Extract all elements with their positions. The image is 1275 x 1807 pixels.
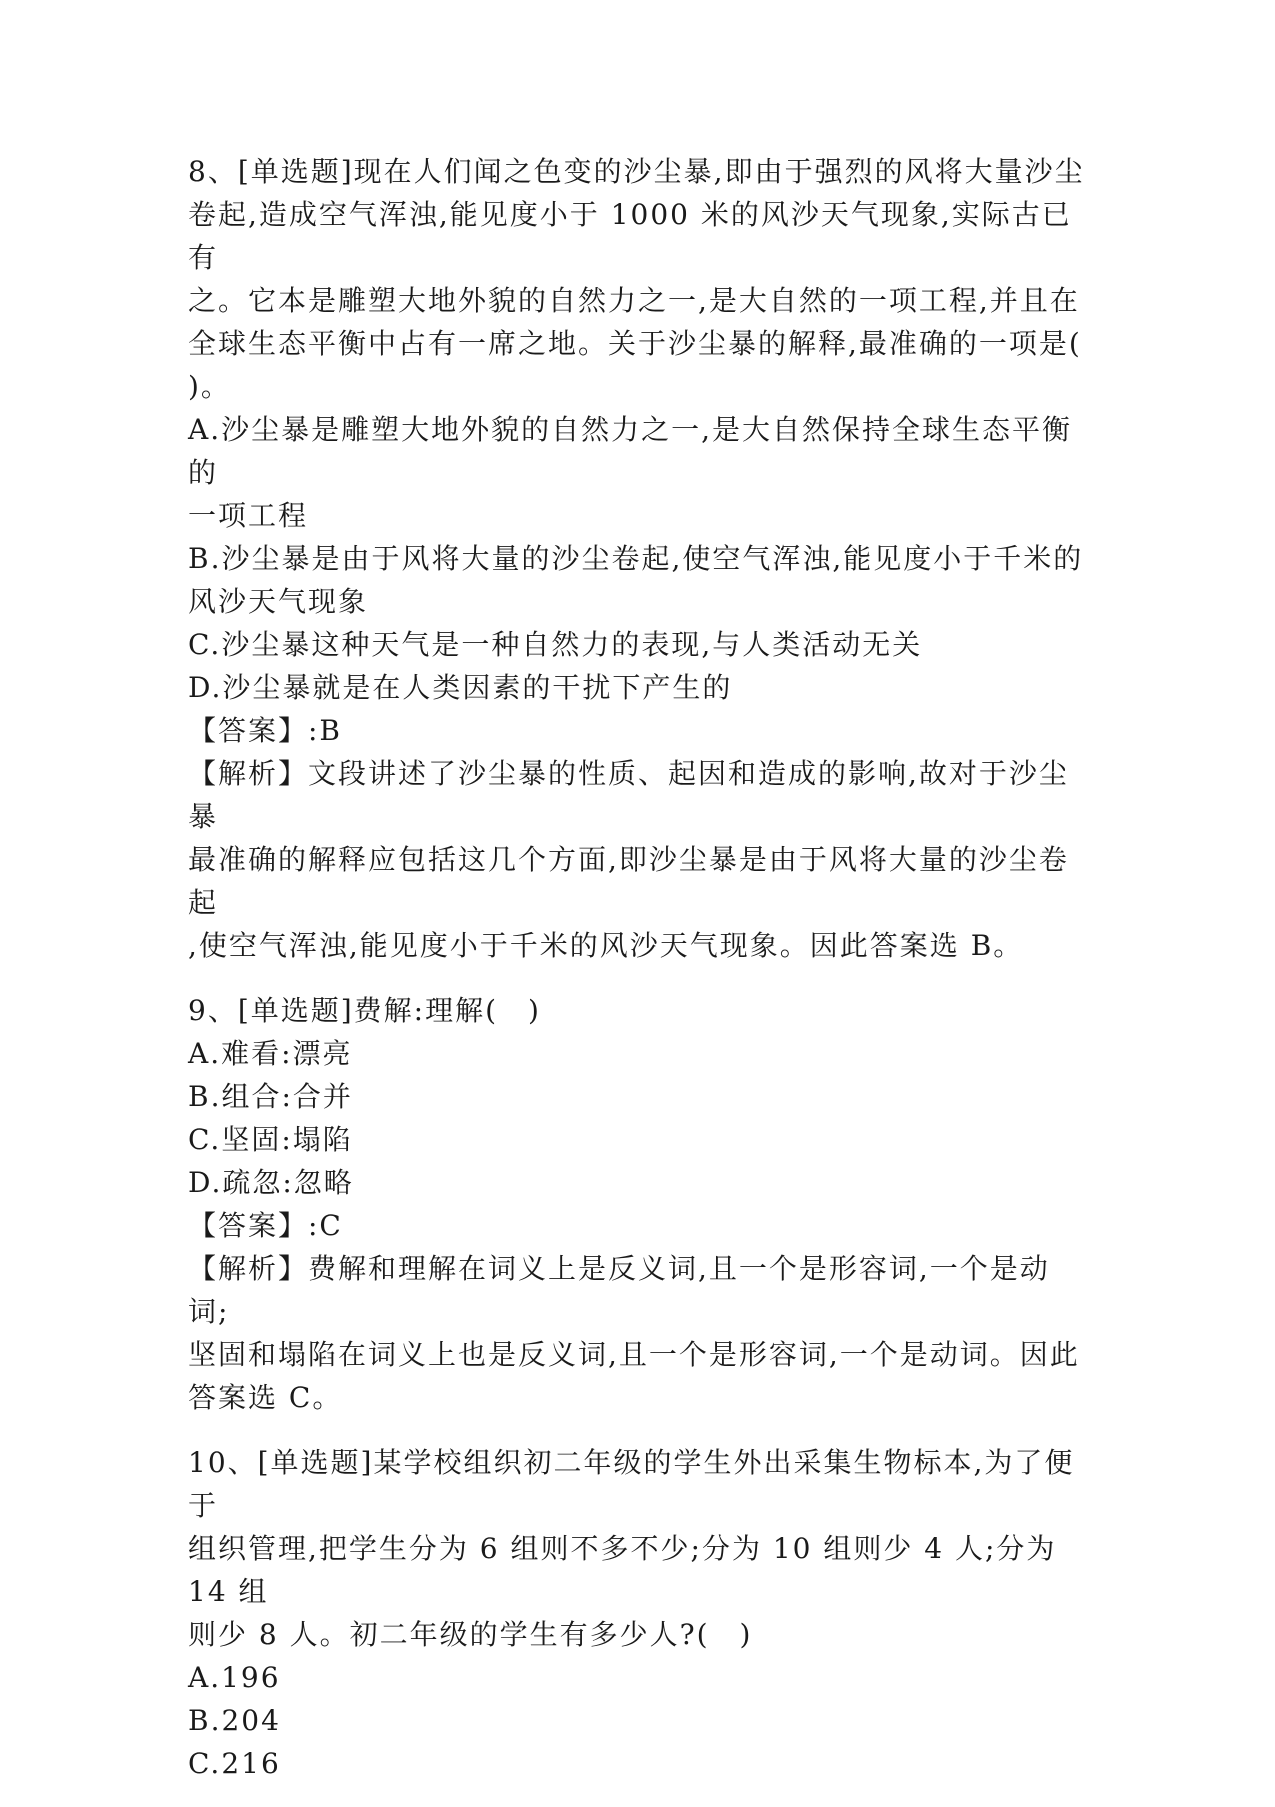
option-line: B.组合:合并 [188, 1080, 353, 1113]
question-stem-line: 组织管理,把学生分为 6 组则不多不少;分为 10 组则少 4 人;分为 14 组 [188, 1532, 1068, 1608]
analysis-line: 最准确的解释应包括这几个方面,即沙尘暴是由于风将大量的沙尘卷起 [188, 843, 1069, 919]
analysis-line: 坚固和塌陷在词义上也是反义词,且一个是形容词,一个是动词。因此 [188, 1338, 1080, 1371]
analysis-line: ,使空气浑浊,能见度小于千米的风沙天气现象。因此答案选 B。 [188, 929, 1024, 962]
question-9 [188, 989, 1088, 1419]
question-10 [188, 1441, 1088, 1785]
option-line: D.沙尘暴就是在人类因素的干扰下产生的 [188, 671, 733, 704]
option-line: 一项工程 [188, 499, 309, 532]
option-line: B.204 [188, 1704, 281, 1737]
analysis-line: 答案选 C。 [188, 1381, 343, 1414]
question-stem-line: 之。它本是雕塑大地外貌的自然力之一,是大自然的一项工程,并且在 [188, 284, 1080, 317]
analysis-line: 【解析】费解和理解在词义上是反义词,且一个是形容词,一个是动词; [188, 1252, 1050, 1328]
question-stem-line: 全球生态平衡中占有一席之地。关于沙尘暴的解释,最准确的一项是( [188, 327, 1082, 360]
document-page [188, 150, 1088, 1807]
question-stem-line: )。 [188, 370, 231, 403]
option-line: A.难看:漂亮 [188, 1037, 353, 1070]
question-stem-line: 卷起,造成空气浑浊,能见度小于 1000 米的风沙天气现象,实际古已有 [188, 198, 1072, 274]
answer-line: 【答案】:B [188, 714, 343, 747]
option-line: C.沙尘暴这种天气是一种自然力的表现,与人类活动无关 [188, 628, 923, 661]
answer-line: 【答案】:C [188, 1209, 343, 1242]
question-stem-line: 10、[单选题]某学校组织初二年级的学生外出采集生物标本,为了便于 [188, 1446, 1075, 1522]
option-line: B.沙尘暴是由于风将大量的沙尘卷起,使空气浑浊,能见度小于千米的 [188, 542, 1084, 575]
question-stem-line: 8、[单选题]现在人们闻之色变的沙尘暴,即由于强烈的风将大量沙尘 [188, 155, 1085, 188]
question-8 [188, 150, 1088, 967]
question-stem-line: 9、[单选题]费解:理解( ) [188, 994, 541, 1027]
option-line: C.216 [188, 1747, 281, 1780]
question-stem-line: 则少 8 人。初二年级的学生有多少人?( ) [188, 1618, 753, 1651]
option-line: D.疏忽:忽略 [188, 1166, 354, 1199]
option-line: C.坚固:塌陷 [188, 1123, 353, 1156]
option-line: A.沙尘暴是雕塑大地外貌的自然力之一,是大自然保持全球生态平衡的 [188, 413, 1073, 489]
option-line: 风沙天气现象 [188, 585, 369, 618]
option-line: A.196 [188, 1661, 281, 1694]
analysis-line: 【解析】文段讲述了沙尘暴的性质、起因和造成的影响,故对于沙尘暴 [188, 757, 1069, 833]
